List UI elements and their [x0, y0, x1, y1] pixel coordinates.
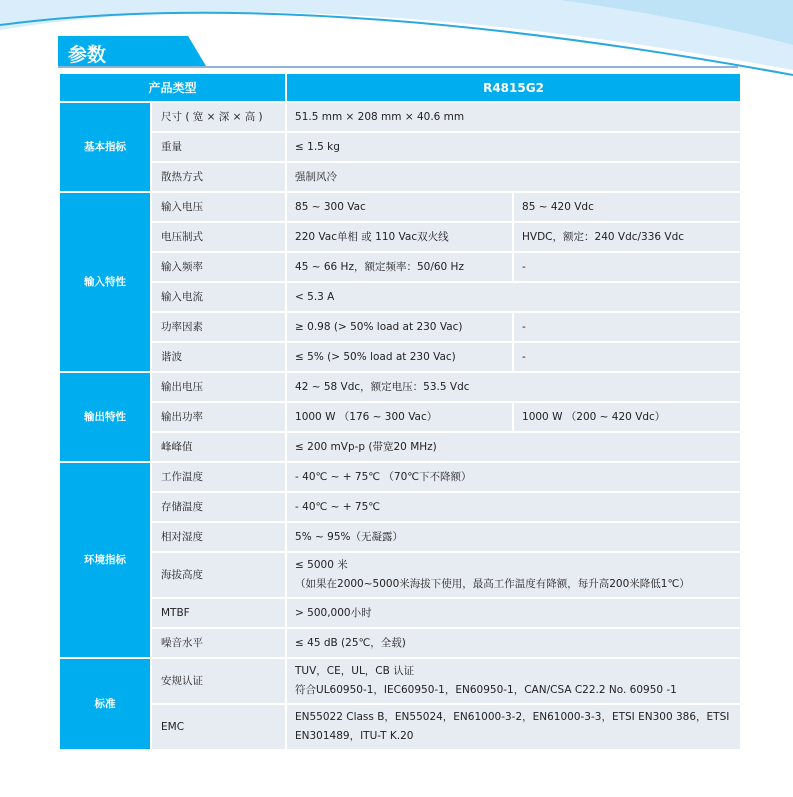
row-label: 噪音水平 — [152, 629, 285, 657]
row-value — [287, 433, 740, 461]
value-line: 1000 W （176 ~ 300 Vac） — [295, 410, 438, 423]
value-line: HVDC，额定：240 Vdc/336 Vdc — [522, 230, 685, 243]
row-value — [287, 403, 512, 431]
group-label: 输出特性 — [60, 373, 150, 461]
row-value — [287, 659, 740, 703]
section-title: 参数 — [68, 44, 107, 66]
row-value — [287, 133, 740, 161]
title-underline — [58, 66, 738, 68]
value-line: EN301489，ITU-T K.20 — [295, 730, 414, 742]
group-label: 环境指标 — [60, 463, 150, 657]
table-row — [60, 523, 740, 551]
value-line: 45 ~ 66 Hz，额定频率：50/60 Hz — [295, 260, 464, 273]
value-line: ≤ 5% (> 50% load at 230 Vac) — [295, 350, 456, 363]
row-label: 安规认证 — [152, 659, 285, 703]
row-value — [514, 343, 740, 371]
value-line: TUV，CE，UL，CB 认证 — [295, 665, 415, 677]
row-label: 输入电流 — [152, 283, 285, 311]
row-value — [287, 553, 740, 597]
header-model: R4815G2 — [287, 74, 740, 101]
value-line: > 500,000小时 — [295, 606, 372, 619]
row-value — [287, 103, 740, 131]
row-value — [287, 373, 740, 401]
row-label: 存储温度 — [152, 493, 285, 521]
table-row — [60, 553, 740, 597]
table-row — [60, 659, 740, 703]
table-row — [60, 223, 740, 251]
table-row — [60, 283, 740, 311]
table-row — [60, 133, 740, 161]
table-row — [60, 253, 740, 281]
row-value — [287, 193, 512, 221]
value-line: 85 ~ 300 Vac — [295, 200, 366, 213]
row-label: 输出电压 — [152, 373, 285, 401]
row-value — [287, 283, 740, 311]
table-row — [60, 433, 740, 461]
row-label: 输入电压 — [152, 193, 285, 221]
row-value — [514, 403, 740, 431]
value-line: < 5.3 A — [295, 290, 335, 303]
row-label: 海拔高度 — [152, 553, 285, 597]
table-row — [60, 163, 740, 191]
spec-table — [58, 72, 742, 751]
table-row — [60, 373, 740, 401]
table-row — [60, 463, 740, 491]
table-row — [60, 313, 740, 341]
value-line: 1000 W （200 ~ 420 Vdc） — [522, 410, 666, 423]
row-label: EMC — [152, 705, 285, 749]
table-row — [60, 193, 740, 221]
row-label: 输出功率 — [152, 403, 285, 431]
row-value — [287, 223, 512, 251]
value-line: ≤ 5000 米 — [295, 559, 348, 571]
row-label: MTBF — [152, 599, 285, 627]
value-line: ≤ 200 mVp-p (带宽20 MHz) — [295, 440, 437, 453]
row-label: 电压制式 — [152, 223, 285, 251]
value-line: ≥ 0.98 (> 50% load at 230 Vac) — [295, 320, 463, 333]
group-label: 输入特性 — [60, 193, 150, 371]
row-value — [287, 253, 512, 281]
value-line: 42 ~ 58 Vdc，额定电压：53.5 Vdc — [295, 380, 470, 393]
row-value — [514, 313, 740, 341]
value-line: ≤ 1.5 kg — [295, 140, 340, 153]
row-value — [287, 163, 740, 191]
row-label: 重量 — [152, 133, 285, 161]
row-value — [287, 599, 740, 627]
row-value — [287, 343, 512, 371]
row-label: 尺寸 ( 宽 × 深 × 高 ) — [152, 103, 285, 131]
row-label: 谐波 — [152, 343, 285, 371]
value-line: 强制风冷 — [295, 170, 338, 183]
group-label: 标准 — [60, 659, 150, 749]
value-line: （如果在2000~5000米海拔下使用，最高工作温度有降额，每升高200米降低1℃） — [295, 578, 690, 590]
value-line: 51.5 mm × 208 mm × 40.6 mm — [295, 110, 465, 123]
row-label: 峰峰值 — [152, 433, 285, 461]
row-label: 功率因素 — [152, 313, 285, 341]
table-row — [60, 493, 740, 521]
row-label: 散热方式 — [152, 163, 285, 191]
row-value — [287, 463, 740, 491]
header-product-type: 产品类型 — [60, 74, 285, 101]
table-row — [60, 103, 740, 131]
value-line: - 40℃ ~ + 75℃ （70℃下不降额） — [295, 470, 472, 483]
table-row — [60, 403, 740, 431]
row-label: 输入频率 — [152, 253, 285, 281]
value-line: 符合UL60950-1，IEC60950-1，EN60950-1，CAN/CSA C22.2 No. 60950 -1 — [295, 684, 677, 696]
row-label: 工作温度 — [152, 463, 285, 491]
row-value — [287, 705, 740, 749]
value-line: EN55022 Class B，EN55024，EN61000-3-2，EN61000-3-3，ETSI EN300 386，ETSI — [295, 711, 730, 723]
value-line: 85 ~ 420 Vdc — [522, 200, 594, 213]
table-header-row — [60, 74, 740, 101]
table-row — [60, 705, 740, 749]
group-label: 基本指标 — [60, 103, 150, 191]
row-value — [514, 253, 740, 281]
value-line: - — [522, 260, 526, 273]
row-value — [287, 493, 740, 521]
table-row — [60, 629, 740, 657]
row-value — [287, 629, 740, 657]
value-line: 220 Vac单相 或 110 Vac双火线 — [295, 230, 449, 243]
row-value — [514, 193, 740, 221]
row-value — [287, 313, 512, 341]
row-value — [287, 523, 740, 551]
value-line: ≤ 45 dB (25℃，全载) — [295, 636, 406, 649]
table-row — [60, 599, 740, 627]
value-line: - 40℃ ~ + 75℃ — [295, 500, 381, 513]
value-line: - — [522, 350, 526, 363]
table-row — [60, 343, 740, 371]
value-line: 5% ~ 95%（无凝露） — [295, 530, 403, 543]
value-line: - — [522, 320, 526, 333]
row-label: 相对湿度 — [152, 523, 285, 551]
row-value — [514, 223, 740, 251]
